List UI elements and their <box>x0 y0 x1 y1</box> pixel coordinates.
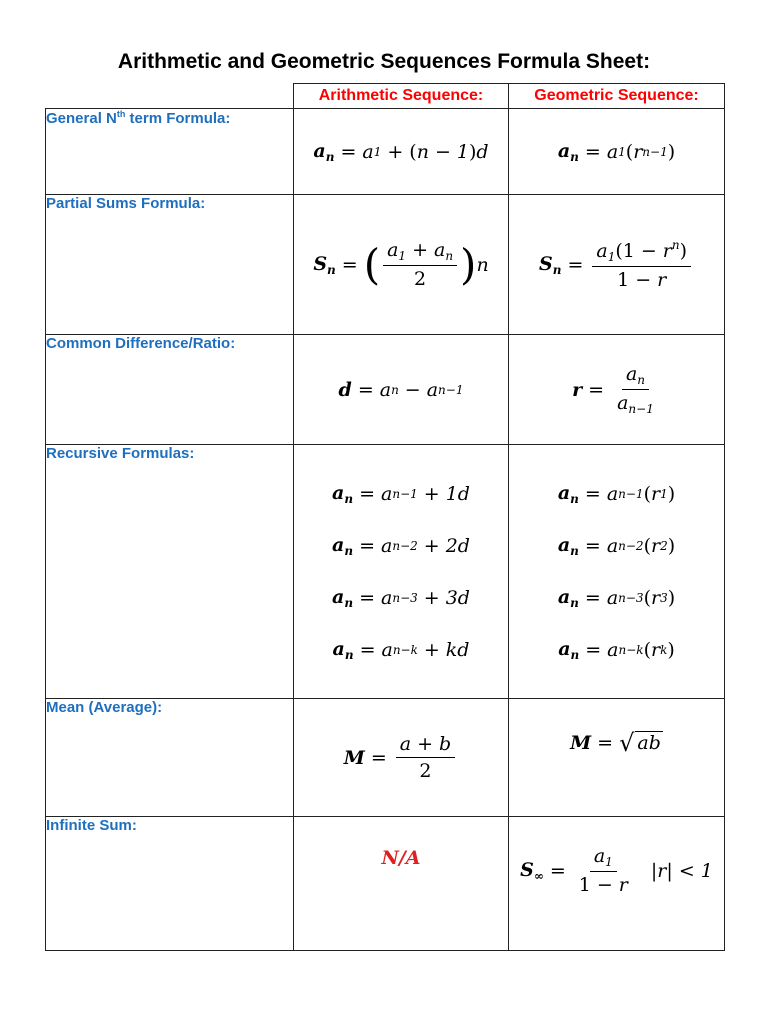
row-common <box>46 335 725 445</box>
label-recursive: Recursive Formulas: <box>46 445 294 699</box>
geometric-recursive <box>509 445 725 699</box>
header-geometric: Geometric Sequence: <box>509 84 725 109</box>
label-infinite: Infinite Sum: <box>46 817 294 951</box>
geometric-mean: M = √ ab <box>509 699 725 817</box>
page-title: Arithmetic and Geometric Sequences Formula Sheet: <box>117 50 651 73</box>
geometric-recursive-formula: $a_n$ = a n−3 ( r 3 ) <box>557 585 676 610</box>
arithmetic-recursive-formula: $a_n$ = a n−1 + 1d <box>332 481 470 506</box>
header-empty <box>46 84 294 109</box>
row-nth-term <box>46 109 725 195</box>
geometric-infinite-sum: $S_\infty$ = $\frac{a_1}{1 - r}$ |r| < 1 <box>509 817 725 951</box>
convergence-condition: |r| < 1 <box>650 859 713 882</box>
geometric-recursive-formula: $a_n$ = a n−k ( r k ) <box>558 637 675 662</box>
arithmetic-recursive-formula: $a_n$ = a n−2 + 2d <box>332 533 470 558</box>
row-recursive <box>46 445 725 699</box>
arithmetic-recursive <box>294 445 509 699</box>
geometric-recursive-formula: $a_n$ = a n−2 ( r 2 ) <box>557 533 676 558</box>
label-common: Common Difference/Ratio: <box>46 335 294 445</box>
arithmetic-common-difference: d = a n − a n−1 <box>294 335 509 445</box>
geometric-nth-term: $a_n$ = a 1 ( r n−1 ) <box>509 109 725 195</box>
header-arithmetic: Arithmetic Sequence: <box>294 84 509 109</box>
formula-table <box>45 83 725 951</box>
row-partial-sums <box>46 195 725 335</box>
label-mean: Mean (Average): <box>46 699 294 817</box>
arithmetic-mean: M = $\frac{a + b}{2}$ <box>294 699 509 817</box>
row-mean <box>46 699 725 817</box>
row-infinite <box>46 817 725 951</box>
arithmetic-recursive-formula: $a_n$ = a n−k + kd <box>332 637 470 662</box>
arithmetic-nth-term: $a_n$ = a 1 + ( n − 1 ) d <box>294 109 509 195</box>
geometric-partial-sum: $S_n$ = $\frac{a_1(1 - r^n)}{1 - r}$ <box>509 195 725 335</box>
arithmetic-partial-sum: $S_n$ = ( $\frac{a_1 + a_n}{2}$ ) n <box>294 195 509 335</box>
arithmetic-recursive-formula: $a_n$ = a n−3 + 3d <box>332 585 470 610</box>
arithmetic-infinite-sum <box>294 817 509 951</box>
label-nth-term: General $N^{th}$ term Formula: <box>46 109 294 195</box>
label-partial-sums: Partial Sums Formula: <box>46 195 294 335</box>
na-text: N/A <box>381 847 421 869</box>
header-row <box>46 84 725 109</box>
geometric-recursive-formula: $a_n$ = a n−1 ( r 1 ) <box>557 481 676 506</box>
geometric-common-ratio: r = $\frac{a_n}{a_{n-1}}$ <box>509 335 725 445</box>
